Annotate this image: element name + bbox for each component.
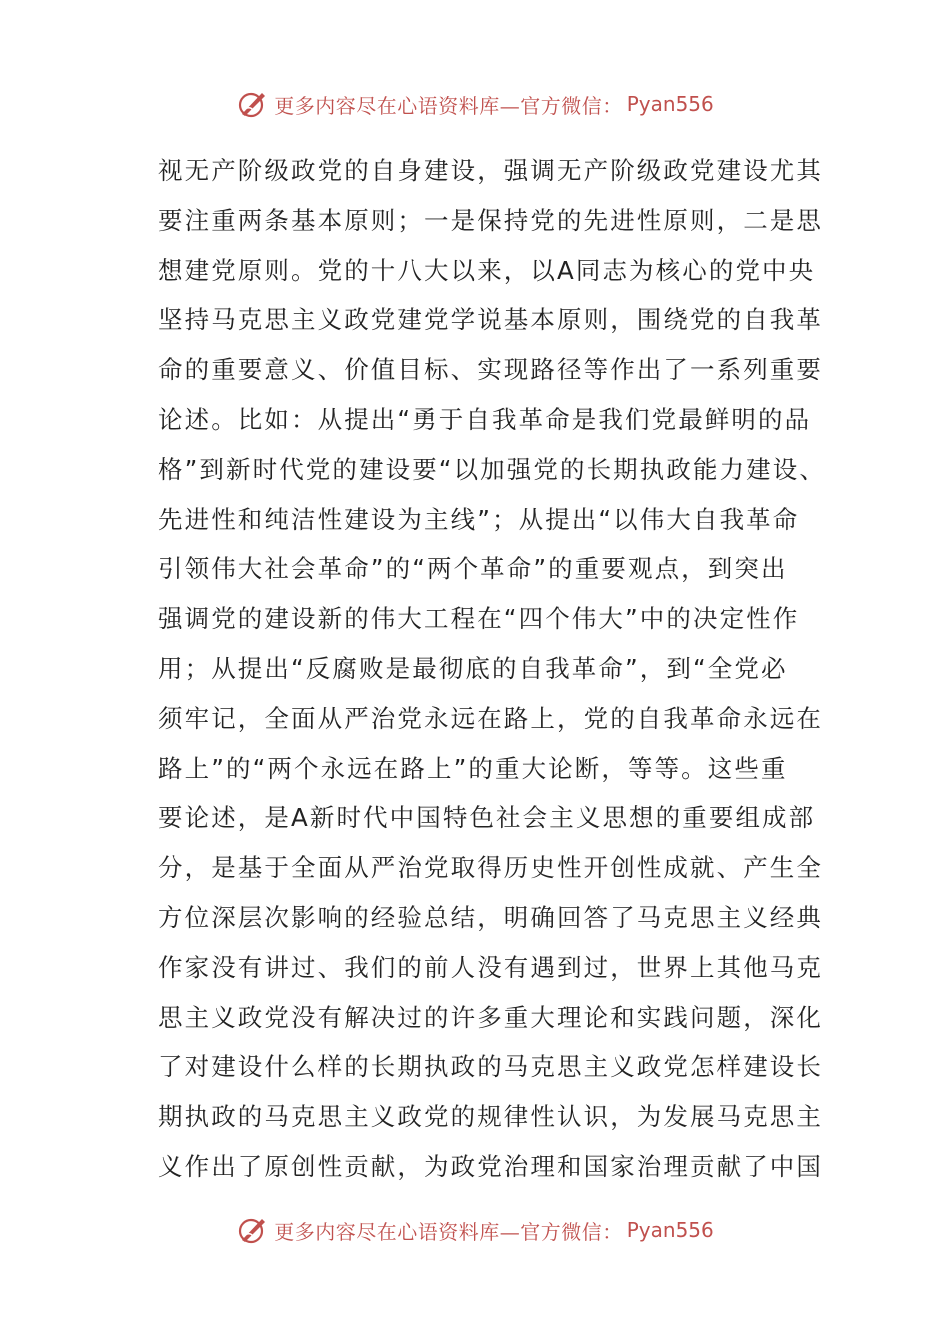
pen-circle-logo-icon — [236, 1214, 268, 1246]
text-line: 用；从提出“反腐败是最彻底的自我革命”，到“全党必 — [158, 653, 788, 683]
text-line: 分，是基于全面从严治党取得历史性开创性成就、产生全 — [158, 853, 823, 883]
text-line: 先进性和纯洁性建设为主线”；从提出“以伟大自我革命 — [158, 504, 800, 534]
text-line: 引领伟大社会革命”的“两个革命”的重要观点，到突出 — [158, 554, 788, 584]
text-line: 须牢记，全面从严治党永远在路上，党的自我革命永远在 — [158, 703, 823, 733]
document-body — [158, 146, 826, 1192]
header-banner — [0, 84, 950, 124]
text-line: 强调党的建设新的伟大工程在“四个伟大”中的决定性作 — [158, 604, 800, 634]
text-line: 方位深层次影响的经验总结，明确回答了马克思主义经典 — [158, 902, 823, 932]
text-line: 想建党原则。党的十八大以来，以A同志为核心的党中央 — [158, 255, 816, 285]
footer-text: 更多内容尽在心语资料库—官方微信： — [274, 1219, 623, 1244]
header-text: 更多内容尽在心语资料库—官方微信： — [274, 93, 623, 118]
text-line: 思主义政党没有解决过的许多重大理论和实践问题，深化 — [158, 1002, 823, 1032]
footer-wechat-id: Pyan556 — [626, 1218, 714, 1242]
text-line: 义作出了原创性贡献，为政党治理和国家治理贡献了中国 — [158, 1151, 823, 1181]
text-line: 命的重要意义、价值目标、实现路径等作出了一系列重要 — [158, 355, 823, 385]
text-line: 作家没有讲过、我们的前人没有遇到过，世界上其他马克 — [158, 952, 823, 982]
footer-banner — [0, 1210, 950, 1250]
text-line: 了对建设什么样的长期执政的马克思主义政党怎样建设长 — [158, 1052, 823, 1082]
text-line: 要论述，是A新时代中国特色社会主义思想的重要组成部 — [158, 803, 816, 833]
text-line: 坚持马克思主义政党建党学说基本原则，围绕党的自我革 — [158, 305, 823, 335]
text-line: 期执政的马克思主义政党的规律性认识，为发展马克思主 — [158, 1102, 823, 1132]
header-wechat-id: Pyan556 — [626, 92, 714, 116]
text-line: 视无产阶级政党的自身建设，强调无产阶级政党建设尤其 — [158, 156, 823, 185]
text-line: 格”到新时代党的建设要“以加强党的长期执政能力建设、 — [158, 454, 826, 484]
pen-circle-logo-icon — [236, 88, 268, 120]
text-line: 要注重两条基本原则；一是保持党的先进性原则，二是思 — [158, 205, 823, 235]
text-line: 论述。比如：从提出“勇于自我革命是我们党最鲜明的品 — [158, 404, 812, 434]
text-line: 路上”的“两个永远在路上”的重大论断，等等。这些重 — [158, 753, 788, 783]
